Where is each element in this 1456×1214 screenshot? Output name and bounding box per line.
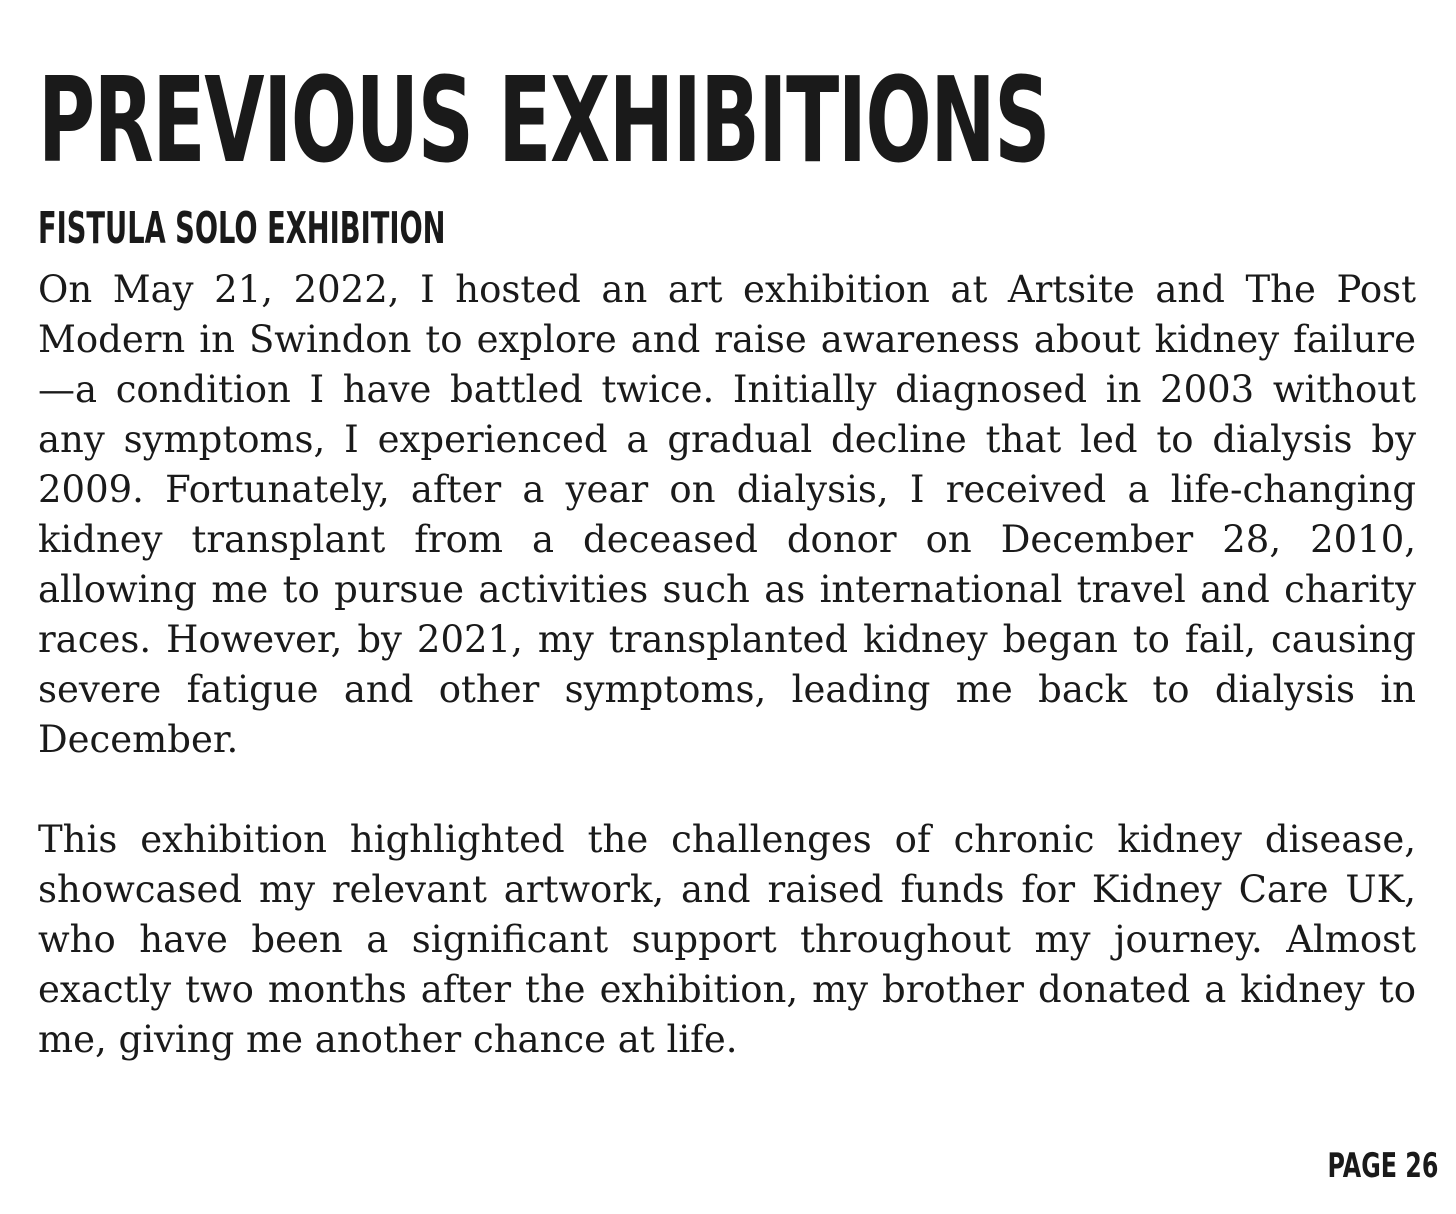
body-text: [38, 265, 1416, 1065]
page-title: PREVIOUS EXHIBITIONS: [38, 51, 1050, 189]
section-subtitle: FISTULA SOLO EXHIBITION: [38, 203, 446, 254]
page-number: PAGE 26: [1327, 1146, 1438, 1186]
body-paragraph-2: This exhibition highlighted the challenges of chronic kidney disease, showcased my relevant artwork, and raised funds for Kidney Care UK, who have been a significant support throughout my journey. Almost exactly two months after the exhibition, my brother donated a kidney to me, giving me another chance at life.: [38, 818, 1416, 1061]
body-paragraph-1: On May 21, 2022, I hosted an art exhibition at Artsite and The Post Modern in Swindon to explore and raise awareness about kidney failure—a condition I have battled twice. Initially diagnosed in 2003 without any symptoms, I experienced a gradual decline that led to dialysis by 2009. Fortunately, after a year on dialysis, I received a life-changing kidney transplant from a deceased donor on December 28, 2010, allowing me to pursue activities such as international travel and charity races. However, by 2021, my transplanted kidney began to fail, causing severe fatigue and other symptoms, leading me back to dialysis in December.: [38, 268, 1416, 761]
